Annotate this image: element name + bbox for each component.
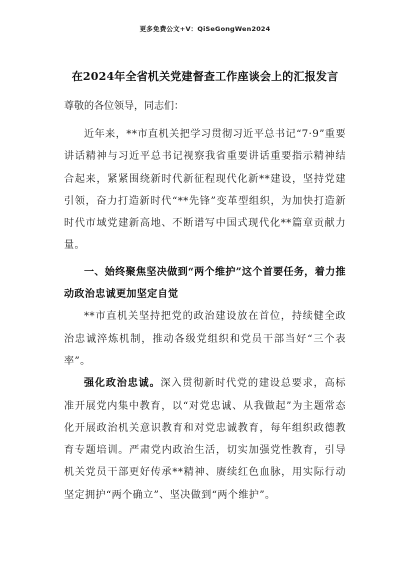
paragraph-lead-phrase: 强化政治忠诚。 <box>84 378 161 390</box>
section1-paragraph-1: **市直机关坚持把党的政治建设放在首位，持续健全政治忠诚淬炼机制，推动各级党组织和党员干部当好“三个表率”。 <box>64 311 346 367</box>
intro-paragraph: 近年来，**市直机关把学习贯彻习近平总书记“7·9”重要讲话精神与习近平总书记视察我省重要讲话重要指示精神结合起来，紧紧围绕新时代新征程现代化新**建设，坚持党建引领，奋力打造新时代“**先锋”变革型组织，为加快打造新时代市域党建新高地、不断谱写中国式现代化**篇章贡献力量。 <box>64 129 346 252</box>
paragraph-body-text: 深入贯彻新时代党的建设总要求，高标准开展党内集中教育，以“对党忠诚、从我做起”为主题常态化开展政治机关意识教育和对党忠诚教育，每年组织政德教育专题培训。严肃党内政治生活，切实加强党性教育，引导机关党员干部更好传承**精神、赓续红色血脉，用实际行动坚定拥护“两个确立”、坚决做到“两个维护”。 <box>64 378 347 501</box>
salutation: 尊敬的各位领导，同志们： <box>64 101 184 112</box>
document-title: 在2024年全省机关党建督查工作座谈会上的汇报发言 <box>71 70 339 83</box>
section-heading-1: 一、始终聚焦坚决做到“两个维护”这个首要任务，着力推动政治忠诚更加坚定自觉 <box>64 266 346 301</box>
document-body <box>64 124 346 507</box>
page-header-notice: 更多免费公文+V：QiSeGongWen2024 <box>139 25 271 33</box>
section1-paragraph-2 <box>64 373 346 507</box>
